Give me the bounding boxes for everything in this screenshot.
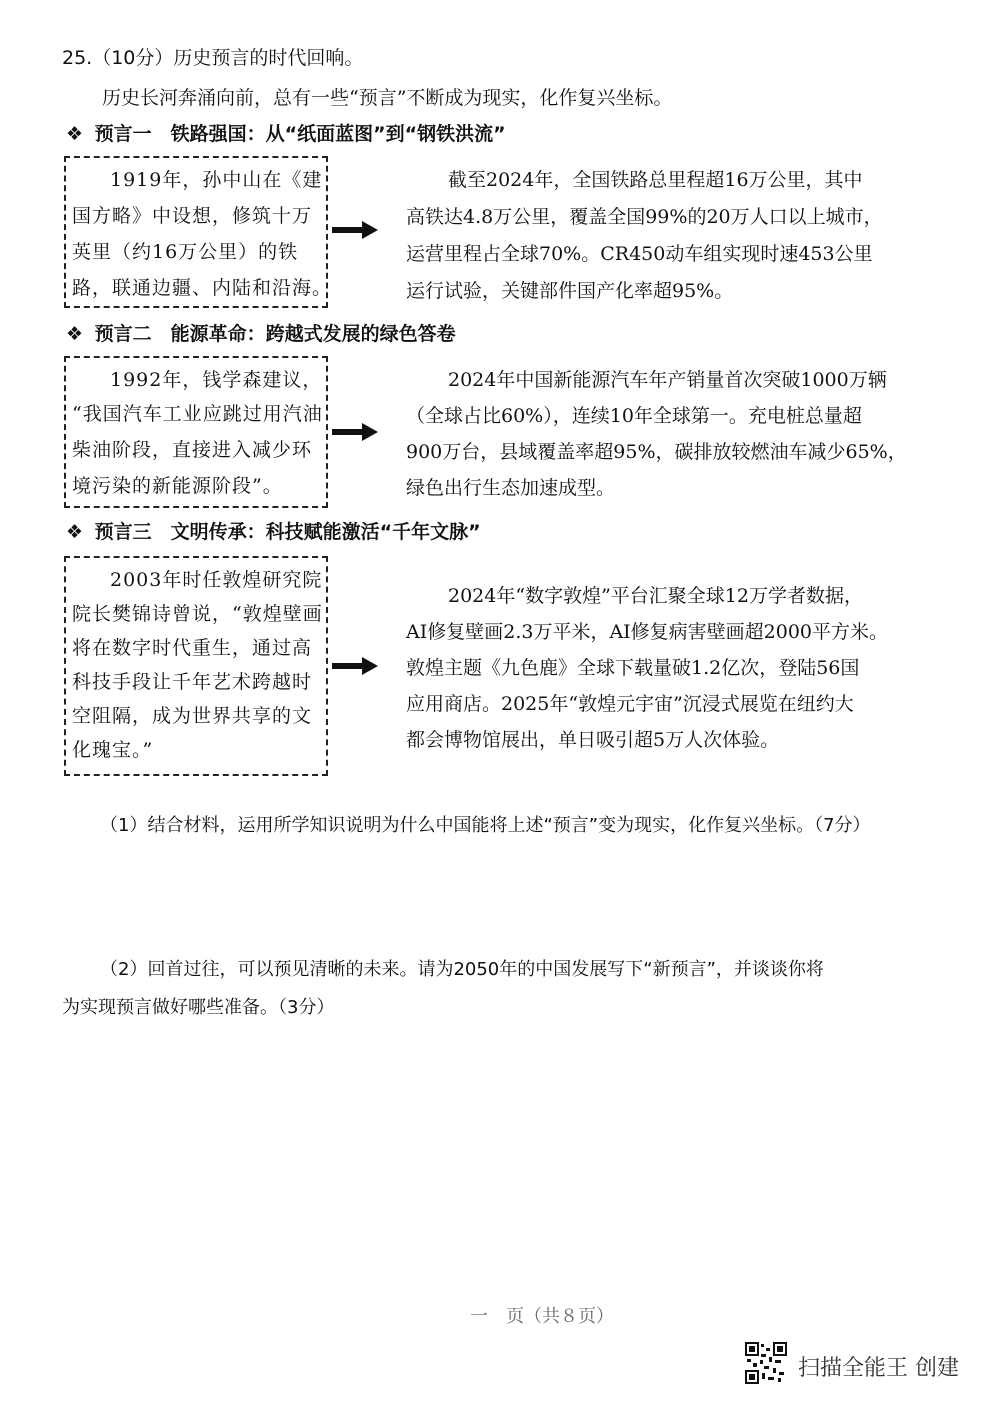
question-intro: 历史长河奔涌向前，总有一些“预言”不断成为现实，化作复兴坐标。 [102,87,673,109]
right-arrow-icon [332,656,378,676]
prophecy-2-quote-line: 柴油阶段，直接进入减少环 [72,439,313,461]
prophecy-3-fact-line: AI修复壁画2.3万平米，AI修复病害壁画超2000平方米。 [406,621,889,643]
subquestion-2-line-1: （2）回首过往，可以预见清晰的未来。请为2050年的中国发展写下“新预言”，并谈谈你将 [100,959,824,980]
prophecy-1-quote-line: 1919年，孙中山在《建 [110,169,323,191]
question-title: 25.（10分）历史预言的时代回响。 [62,47,364,69]
subquestion-1: （1）结合材料，运用所学知识说明为什么中国能将上述“预言”变为现实，化作复兴坐标。（7分） [100,815,871,836]
prophecy-3-heading-text: 预言三 文明传承：科技赋能激活“千年文脉” [94,521,481,543]
prophecy-1-quote-line: 路，联通边疆、内陆和沿海。 [72,277,333,299]
prophecy-2-quote-line: 1992年，钱学森建议， [110,369,323,391]
prophecy-2-fact-line: 2024年中国新能源汽车年产销量首次突破1000万辆 [448,369,887,391]
diamond-bullet-icon: ❖ [66,323,84,345]
prophecy-3-quote-box [64,556,328,776]
prophecy-1-fact-line: 运行试验，关键部件国产化率超95%。 [406,280,734,302]
qr-code-icon [745,1342,787,1384]
prophecy-3-quote-line: 空阻隔，成为世界共享的文 [72,705,313,727]
prophecy-1-fact-line: 高铁达4.8万公里，覆盖全国99%的20万人口以上城市， [406,206,883,228]
diamond-bullet-icon: ❖ [66,123,84,145]
prophecy-1-quote-line: 英里（约16万公里）的铁 [72,241,299,263]
right-arrow-icon [332,422,378,442]
prophecy-1-quote-line: 国方略》中设想，修筑十万 [72,205,313,227]
prophecy-3-quote-line: 化瑰宝。” [72,739,154,761]
page-number: 一 页（共８页） [470,1306,614,1327]
prophecy-2-heading [66,322,456,346]
prophecy-2-fact-line: 900万台，县域覆盖率超95%，碳排放较燃油车减少65%， [406,441,907,463]
prophecy-3-quote-line: 院长樊锦诗曾说，“敦煌壁画 [72,603,323,625]
prophecy-2-quote-box [64,356,328,508]
prophecy-3-fact-line: 2024年“数字敦煌”平台汇聚全球12万学者数据， [448,585,863,607]
scanner-watermark: 扫描全能王 创建 [798,1356,959,1381]
prophecy-2-fact-line: （全球占比60%），连续10年全球第一。充电桩总量超 [406,405,862,427]
diamond-bullet-icon: ❖ [66,521,84,543]
prophecy-2-heading-text: 预言二 能源革命：跨越式发展的绿色答卷 [94,323,456,345]
prophecy-3-quote-line: 2003年时任敦煌研究院 [110,569,323,591]
prophecy-3-fact-line: 应用商店。2025年“敦煌元宇宙”沉浸式展览在纽约大 [406,693,854,715]
prophecy-1-quote-box [64,156,333,308]
subquestion-2-line-2: 为实现预言做好哪些准备。（3分） [62,997,335,1018]
prophecy-2-quote-line: 境污染的新能源阶段”。 [72,475,283,497]
prophecy-1-fact-line: 截至2024年，全国铁路总里程超16万公里，其中 [448,169,863,191]
prophecy-3-quote-line: 科技手段让千年艺术跨越时 [72,671,313,693]
prophecy-3-heading [66,520,481,544]
prophecy-3-fact-line: 敦煌主题《九色鹿》全球下载量破1.2亿次，登陆56国 [406,657,860,679]
prophecy-2-quote-line: “我国汽车工业应跳过用汽油 [72,403,323,425]
prophecy-1-heading [66,122,506,146]
right-arrow-icon [332,220,378,240]
prophecy-1-heading-text: 预言一 铁路强国：从“纸面蓝图”到“钢铁洪流” [94,123,506,145]
prophecy-2-fact-line: 绿色出行生态加速成型。 [406,477,616,499]
prophecy-3-quote-line: 将在数字时代重生，通过高 [72,637,313,659]
prophecy-1-fact-line: 运营里程占全球70%。CR450动车组实现时速453公里 [406,243,873,265]
prophecy-3-fact-line: 都会博物馆展出，单日吸引超5万人次体验。 [406,729,780,751]
